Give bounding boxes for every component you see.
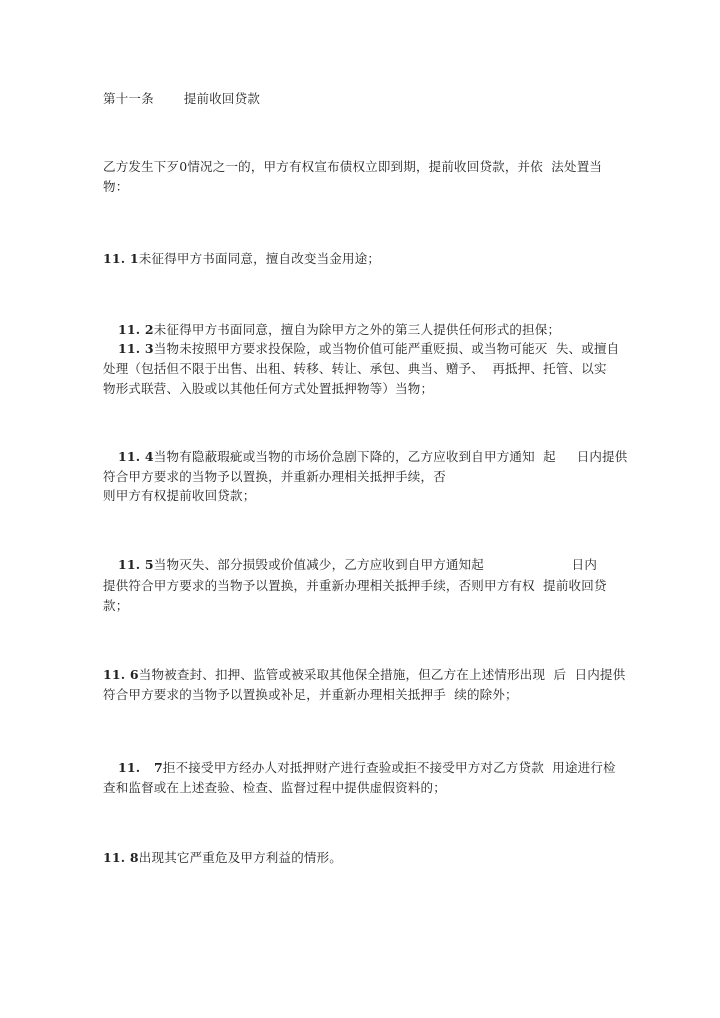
clause-11-4-line-3: 则甲方有权提前收回贷款； <box>103 488 256 503</box>
clause-number: 11. 7 <box>118 760 163 775</box>
clause-11-5-line-3: 款； <box>103 598 129 613</box>
intro-line-1: 乙方发生下歹0情况之一的，甲方有权宣布债权立即到期，提前收回贷款，并依 法处置当 <box>103 159 603 174</box>
clause-text: 拒不接受甲方经办人对抵押财产进行查验或拒不接受甲方对乙方贷款 用途进行检 <box>162 760 616 775</box>
clause-text: 未征得甲方书面同意，擅自改变当金用途； <box>138 251 381 266</box>
clause-number: 11. 4 <box>118 449 154 464</box>
clause-11-3-line-3: 物形式联营、入股或以其他任何方式处置抵押物等）当物； <box>103 381 434 396</box>
clause-11-6 <box>103 667 625 683</box>
clause-text: 当物未按照甲方要求投保险，或当物价值可能严重贬损、或当物可能灭 失、或擅自 <box>153 341 620 356</box>
clause-11-3-line-2: 处理（包括但不限于出售、出租、转移、转让、承包、典当、赠予、 再抵押、托管、以实 <box>103 361 607 376</box>
clause-number: 11. 5 <box>118 557 154 572</box>
clause-11-1 <box>103 251 380 267</box>
clause-text: 当物有隐蔽瑕疵或当物的市场价急剧下降的，乙方应收到自甲方通知 起 日内提供 <box>153 449 628 464</box>
clause-text: 当物灭失、部分损毁或价值减少，乙方应收到自甲方通知起 日内 <box>153 557 598 572</box>
clause-11-5 <box>118 557 597 573</box>
article-heading <box>103 91 260 107</box>
clause-11-8 <box>103 850 342 866</box>
clause-11-7-line-2: 查和监督或在上述查验、检查、监督过程中提供虚假资料的； <box>103 780 446 795</box>
clause-text: 未征得甲方书面同意，擅自为除甲方之外的第三人提供任何形式的担保； <box>153 322 561 337</box>
clause-11-2 <box>118 322 560 338</box>
clause-number: 11. 1 <box>103 251 139 266</box>
clause-11-4-line-2: 符合甲方要求的当物予以置换，并重新办理相关抵押手续，否 <box>103 469 446 484</box>
clause-11-5-line-2: 提供符合甲方要求的当物予以置换，并重新办理相关抵押手续，否则甲方有权 提前收回贷 <box>103 578 607 593</box>
clause-number: 11. 3 <box>118 341 154 356</box>
clause-number: 11. 6 <box>103 667 139 682</box>
clause-text: 出现其它严重危及甲方利益的情形。 <box>138 850 342 865</box>
intro-line-2: 物： <box>103 179 129 194</box>
clause-11-7 <box>118 760 616 776</box>
clause-11-4 <box>118 449 628 465</box>
clause-text: 当物被查封、扣押、监管或被采取其他保全措施，但乙方在上述情形出现 后 日内提供 <box>138 667 626 682</box>
clause-11-6-line-2: 符合甲方要求的当物予以置换或补足，并重新办理相关抵押手 续的除外； <box>103 687 518 702</box>
article-title: 提前收回贷款 <box>183 91 261 106</box>
clause-number: 11. 8 <box>103 850 139 865</box>
clause-number: 11. 2 <box>118 322 154 337</box>
article-number: 第十一条 <box>103 91 154 106</box>
clause-11-3 <box>118 341 619 357</box>
